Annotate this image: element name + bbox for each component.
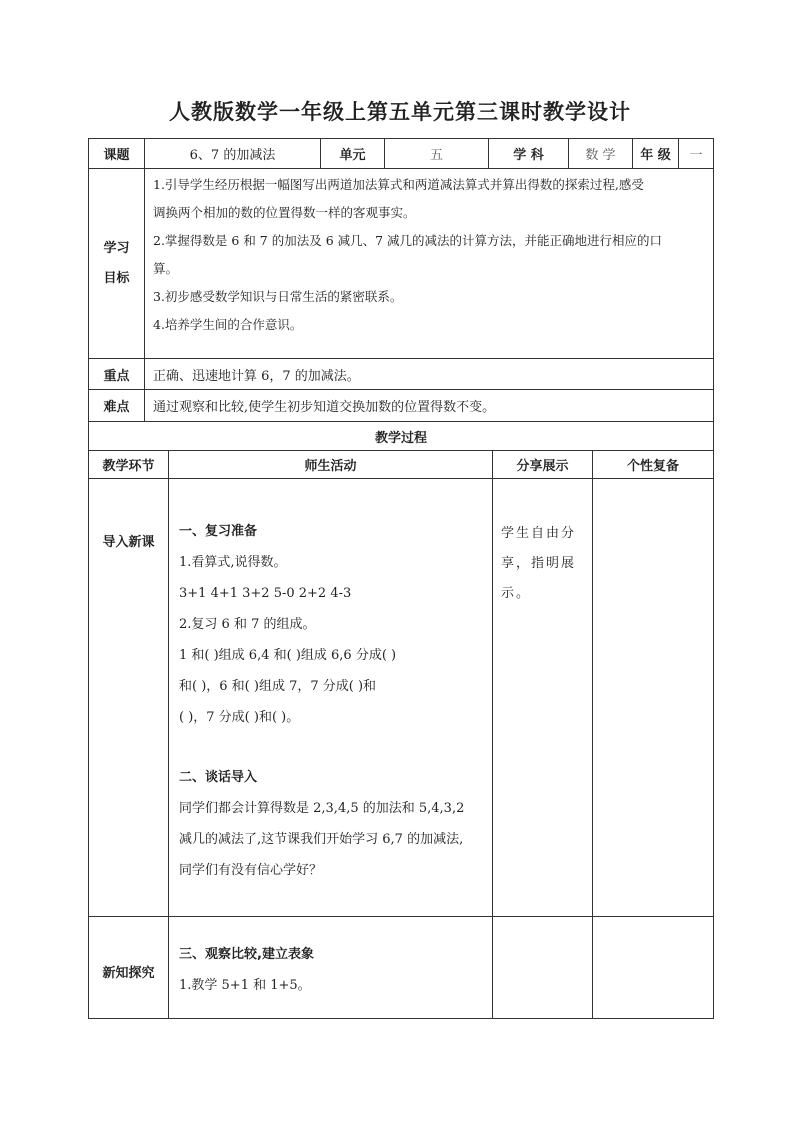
teaching-process-table	[88, 421, 714, 1019]
activity-line: 2.复习 6 和 7 的组成。	[179, 617, 316, 632]
activity-explore	[169, 917, 493, 1019]
difficulty-label: 难点	[89, 390, 145, 422]
lesson-value: 6、7 的加减法	[145, 139, 321, 169]
objective-line: 3.初步感受数学知识与日常生活的紧密联系。	[153, 289, 403, 304]
column-header-notes: 个性复备	[593, 451, 714, 479]
process-heading: 教学过程	[89, 422, 714, 451]
objective-line: 2.掌握得数是 6 和 7 的加法及 6 减几、7 减几的减法的计算方法，并能正确地进行相应的口	[153, 233, 663, 248]
activity-intro	[169, 479, 493, 917]
objective-line: 1.引导学生经历根据一幅图写出两道加法算式和两道减法算式并算出得数的探索过程,感受	[153, 177, 644, 192]
lesson-label: 课题	[89, 139, 145, 169]
activity-line: 和( )，6 和( )组成 7，7 分成( )和	[179, 679, 377, 694]
activity-heading: 二、谈话导入	[179, 770, 258, 785]
stage-explore: 新知探究	[89, 917, 169, 1019]
column-header-stage: 教学环节	[89, 451, 169, 479]
key-point-label: 重点	[89, 359, 145, 390]
activity-heading: 三、观察比较,建立表象	[179, 947, 314, 962]
activity-line: 减几的减法了,这节课我们开始学习 6,7 的加减法,	[179, 832, 464, 847]
activity-line: ( )，7 分成( )和( )。	[179, 710, 300, 725]
page-title: 人教版数学一年级上第五单元第三课时教学设计	[169, 100, 631, 124]
column-header-share: 分享展示	[493, 451, 593, 479]
share-explore	[493, 917, 593, 1019]
objectives-label-line1: 学习	[103, 240, 130, 256]
activity-spacer	[179, 733, 484, 763]
subject-value: 数 学	[569, 139, 633, 169]
notes-explore	[593, 917, 714, 1019]
stage-intro: 导入新课	[89, 479, 169, 917]
objective-line: 调换两个相加的数的位置得数一样的客观事实。	[153, 205, 416, 220]
notes-intro	[593, 479, 714, 917]
activity-line: 3+1 4+1 3+2 5-0 2+2 4-3	[179, 586, 352, 601]
objective-line: 算。	[153, 261, 179, 276]
objectives-label-line2: 目标	[103, 270, 130, 286]
column-header-activity: 师生活动	[169, 451, 493, 479]
unit-label: 单元	[321, 139, 385, 169]
objective-line: 4.培养学生间的合作意识。	[153, 317, 303, 332]
objectives-label	[89, 169, 145, 359]
objectives-content	[145, 169, 714, 359]
share-intro: 学生自由分享，指明展示。	[493, 479, 593, 917]
subject-label: 学 科	[489, 139, 569, 169]
lesson-info-table	[88, 138, 714, 422]
unit-value: 五	[385, 139, 489, 169]
activity-line: 1.教学 5+1 和 1+5。	[179, 978, 311, 993]
activity-line: 同学们有没有信心学好？	[179, 863, 323, 878]
activity-heading: 一、复习准备	[179, 524, 258, 539]
difficulty-text: 通过观察和比较,使学生初步知道交换加数的位置得数不变。	[145, 390, 714, 422]
grade-value: 一	[679, 139, 714, 169]
key-point-text: 正确、迅速地计算 6，7 的加减法。	[145, 359, 714, 390]
activity-line: 同学们都会计算得数是 2,3,4,5 的加法和 5,4,3,2	[179, 801, 465, 816]
grade-label: 年 级	[633, 139, 679, 169]
activity-line: 1 和( )组成 6,4 和( )组成 6,6 分成( )	[179, 648, 397, 663]
activity-line: 1.看算式,说得数。	[179, 555, 287, 570]
